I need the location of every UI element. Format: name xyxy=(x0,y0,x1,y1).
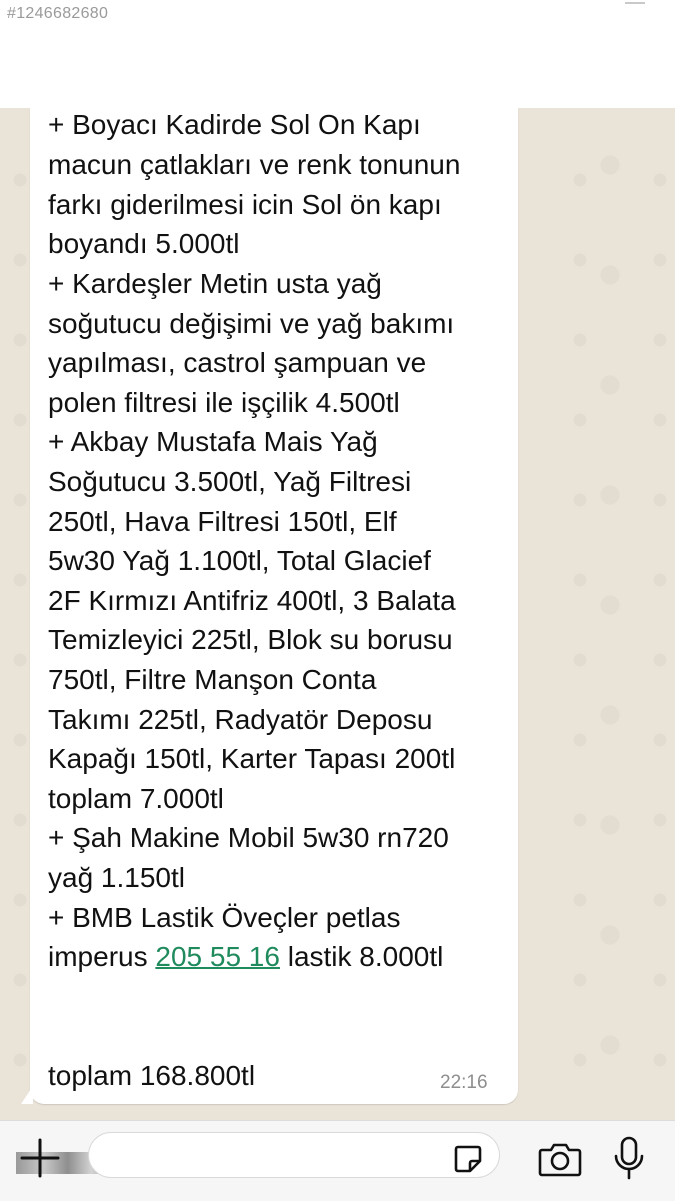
message-line: 2F Kırmızı Antifriz 400tl, 3 Balata xyxy=(48,585,456,616)
drag-handle xyxy=(625,2,645,14)
message-input[interactable] xyxy=(88,1132,500,1178)
microphone-icon[interactable] xyxy=(612,1136,646,1182)
message-line: + Şah Makine Mobil 5w30 rn720 xyxy=(48,822,449,853)
message-line: polen filtresi ile işçilik 4.500tl xyxy=(48,387,400,418)
message-line: farkı giderilmesi icin Sol ön kapı xyxy=(48,189,442,220)
phone-number-link[interactable]: 205 55 16 xyxy=(155,941,280,972)
message-line: macun çatlakları ve renk tonunun xyxy=(48,149,461,180)
sticker-icon[interactable] xyxy=(452,1143,484,1175)
message-line-with-link xyxy=(48,937,443,977)
message-line: Kapağı 150tl, Karter Tapası 200tl xyxy=(48,743,456,774)
message-line: Soğutucu 3.500tl, Yağ Filtresi xyxy=(48,466,412,497)
line-prefix: imperus xyxy=(48,941,156,972)
message-total: toplam 168.800tl xyxy=(48,1060,256,1091)
message-line: yapılması, castrol şampuan ve xyxy=(48,347,427,378)
message-line: + Akbay Mustafa Mais Yağ xyxy=(48,426,378,457)
message-line: Takımı 225tl, Radyatör Deposu xyxy=(48,704,433,735)
message-line: boyandı 5.000tl xyxy=(48,228,240,259)
message-line: yağ 1.150tl xyxy=(48,862,185,893)
message-line: Temizleyici 225tl, Blok su borusu xyxy=(48,624,453,655)
message-line: soğutucu değişimi ve yağ bakımı xyxy=(48,308,455,339)
message-line: + BMB Lastik Öveçler petlas xyxy=(48,902,401,933)
camera-icon[interactable] xyxy=(538,1140,582,1178)
line-suffix: lastik 8.000tl xyxy=(279,941,444,972)
message-line: 750tl, Filtre Manşon Conta xyxy=(48,664,377,695)
message-line: toplam 7.000tl xyxy=(48,783,224,814)
message-line: 250tl, Hava Filtresi 150tl, Elf xyxy=(48,506,397,537)
message-line: 5w30 Yağ 1.100tl, Total Glacief xyxy=(48,545,431,576)
message-timestamp: 22:16 xyxy=(440,1072,488,1093)
bubble-tail xyxy=(21,1086,33,1104)
top-overlay xyxy=(0,0,675,108)
listing-id: #1246682680 xyxy=(7,5,109,22)
message-line: + Boyacı Kadirde Sol On Kapı xyxy=(48,109,421,140)
message-line: + Kardeşler Metin usta yağ xyxy=(48,268,382,299)
